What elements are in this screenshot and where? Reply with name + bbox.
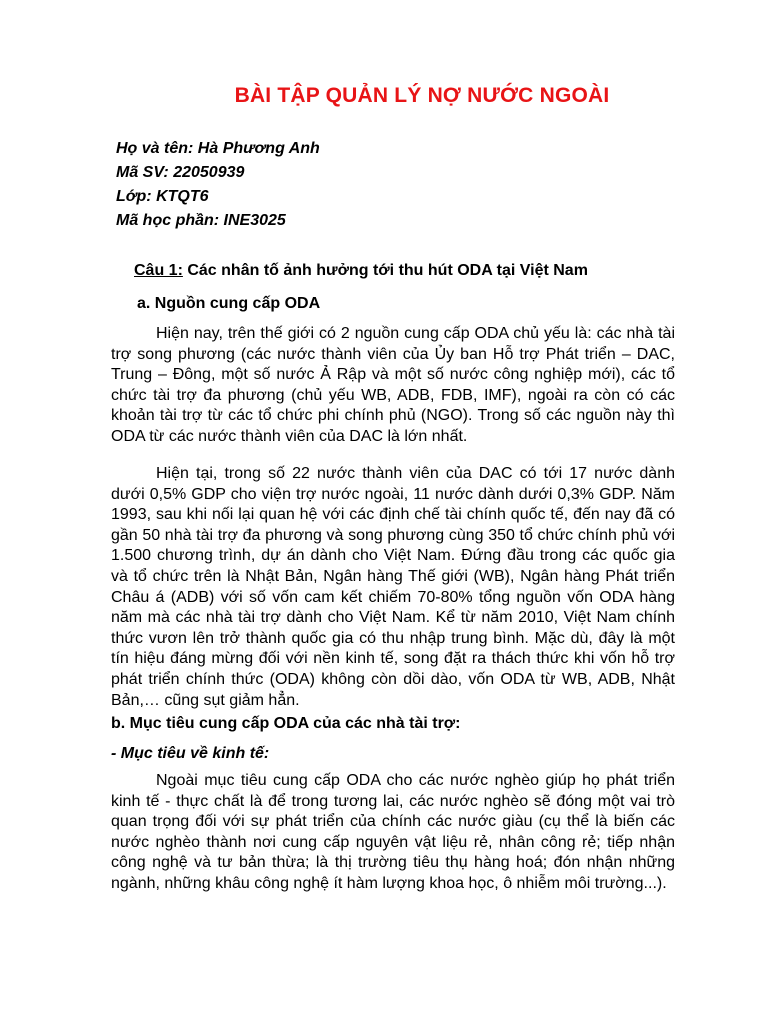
section-b-subheading: - Mục tiêu về kinh tế: — [111, 745, 270, 762]
section-b-heading: b. Mục tiêu cung cấp ODA của các nhà tài trợ: — [111, 715, 461, 732]
question-text: Các nhân tố ảnh hưởng tới thu hút ODA tại Việt Nam — [182, 262, 588, 279]
question-heading — [134, 262, 588, 280]
section-b-paragraph-1: Ngoài mục tiêu cung cấp ODA cho các nước nghèo giúp họ phát triển kinh tế - thực chất là để trong tương lai, các nước nghèo sẽ đóng một vai trò quan trọng đối với sự phát triển của chính các nước giàu (cụ thể là biến các nước nghèo thành nơi cung cấp nguyên vật liệu rẻ, nhân công rẻ; tiếp nhận công nghệ và tư bản thừa; là thị trường tiêu thụ hàng hoá; đón nhận những ngành, những khâu công nghệ ít hàm lượng khoa học, ô nhiễm môi trường...). — [111, 772, 675, 892]
student-id: Mã SV: 22050939 — [116, 164, 245, 181]
section-a-heading: a. Nguồn cung cấp ODA — [137, 295, 321, 312]
student-name: Họ và tên: Hà Phương Anh — [116, 140, 320, 157]
document-title: BÀI TẬP QUẢN LÝ NỢ NƯỚC NGOÀI — [234, 84, 610, 107]
section-a-paragraph-1: Hiện nay, trên thế giới có 2 nguồn cung cấp ODA chủ yếu là: các nhà tài trợ song phương (các nước thành viên của Ủy ban Hỗ trợ Phát triển – DAC, Trung – Đông, một số nước Ả Rập và một số nước công nghiệp mới), các tổ chức tài trợ đa phương (chủ yếu WB, ADB, FDB, IMF), ngoài ra còn có các khoản tài trợ từ các tổ chức phi chính phủ (NGO). Trong số các nguồn này thì ODA từ các nước thành viên của DAC là lớn nhất. — [111, 325, 675, 445]
student-info — [116, 137, 320, 233]
course-code: Mã học phần: INE3025 — [116, 212, 286, 229]
section-a-paragraph-2: Hiện tại, trong số 22 nước thành viên của DAC có tới 17 nước dành dưới 0,5% GDP cho viện trợ nước ngoài, 11 nước dành dưới 0,3% GDP. Năm 1993, sau khi nối lại quan hệ với các định chế tài chính quốc tế, đến nay đã có gần 50 nhà tài trợ đa phương và song phương cùng 350 tổ chức chính phủ với 1.500 chương trình, dự án dành cho Việt Nam. Đứng đầu trong các quốc gia và tổ chức trên là Nhật Bản, Ngân hàng Thế giới (WB), Ngân hàng Phát triển Châu á (ADB) với số vốn cam kết chiếm 70-80% tổng nguồn vốn ODA hàng năm mà các nhà tài trợ dành cho Việt Nam. Kể từ năm 2010, Việt Nam chính thức vươn lên trở thành quốc gia có thu nhập trung bình. Mặc dù, đây là một tín hiệu đáng mừng đối với nền kinh tế, song đặt ra thách thức khi vốn hỗ trợ phát triển chính thức (ODA) không còn dồi dào, vốn ODA từ WB, ADB, Nhật Bản,… cũng sụt giảm hẳn. — [111, 465, 675, 709]
question-label: Câu 1: — [134, 262, 183, 279]
student-class: Lớp: KTQT6 — [116, 188, 209, 205]
